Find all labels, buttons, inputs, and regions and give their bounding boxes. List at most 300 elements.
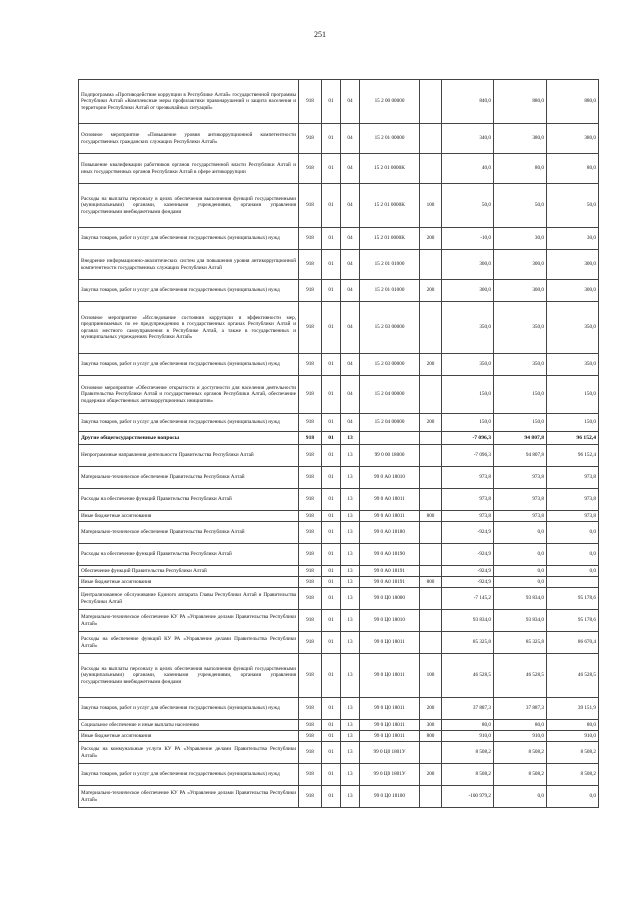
pr-cell: 04 (341, 280, 360, 302)
rz-cell: 01 (322, 511, 341, 522)
ved-cell: 918 (299, 544, 322, 566)
rz-cell: 01 (322, 577, 341, 588)
pr-cell: 13 (341, 544, 360, 566)
table-row (79, 698, 599, 720)
amount-2020-cell: 910,0 (494, 731, 547, 742)
ved-cell: 918 (299, 184, 322, 228)
rz-cell: 01 (322, 698, 341, 720)
amount-2019-cell: -10,0 (442, 228, 494, 250)
amount-2019-cell: -100 979,2 (442, 786, 494, 808)
vr-cell: 800 (420, 731, 442, 742)
vr-cell (420, 432, 442, 445)
rz-cell: 01 (322, 250, 341, 280)
table-row (79, 522, 599, 544)
amount-2020-cell: 0,0 (494, 786, 547, 808)
rz-cell: 01 (322, 432, 341, 445)
rz-cell: 01 (322, 80, 341, 124)
rz-cell: 01 (322, 124, 341, 154)
amount-2021-cell: 150,0 (547, 376, 599, 414)
amount-2019-cell: 973,8 (442, 467, 494, 489)
vr-cell (420, 467, 442, 489)
pr-cell: 13 (341, 632, 360, 654)
amount-2021-cell: 0,0 (547, 566, 599, 577)
budget-table (78, 79, 599, 808)
vr-cell: 300 (420, 720, 442, 731)
pr-cell: 13 (341, 588, 360, 610)
row-name-cell: Социальное обеспечение и иные выплаты населению (79, 720, 299, 731)
rz-cell: 01 (322, 467, 341, 489)
amount-2020-cell: 350,0 (494, 354, 547, 376)
row-name-cell: Расходы на обеспечение функций Правительства Республики Алтай (79, 544, 299, 566)
vr-cell: 100 (420, 184, 442, 228)
amount-2021-cell: 8 508,2 (547, 742, 599, 764)
table-row (79, 250, 599, 280)
amount-2020-cell: 0,0 (494, 566, 547, 577)
table-row (79, 280, 599, 302)
table-row (79, 577, 599, 588)
csr-cell: 15 2 03 00000 (360, 302, 420, 354)
amount-2020-cell: 80,0 (494, 154, 547, 184)
ved-cell: 918 (299, 280, 322, 302)
csr-cell: 15 2 01 0000K (360, 154, 420, 184)
pr-cell: 13 (341, 522, 360, 544)
amount-2019-cell: -7 145,2 (442, 588, 494, 610)
table-row (79, 786, 599, 808)
pr-cell: 13 (341, 610, 360, 632)
amount-2019-cell: 50,0 (442, 184, 494, 228)
csr-cell: 99 0 Ц0 18011 (360, 698, 420, 720)
amount-2019-cell: 300,0 (442, 250, 494, 280)
pr-cell: 13 (341, 764, 360, 786)
ved-cell: 918 (299, 654, 322, 698)
rz-cell: 01 (322, 588, 341, 610)
rz-cell: 01 (322, 742, 341, 764)
amount-2019-cell: 8 508,2 (442, 764, 494, 786)
amount-2020-cell: 50,0 (494, 184, 547, 228)
csr-cell: 99 0 А0 18011 (360, 489, 420, 511)
amount-2021-cell: 80,0 (547, 154, 599, 184)
csr-cell: 15 2 04 00000 (360, 414, 420, 432)
row-name-cell: Непрограммные направления деятельности Правительства Республики Алтай (79, 445, 299, 467)
amount-2020-cell: 93 834,0 (494, 610, 547, 632)
pr-cell: 04 (341, 414, 360, 432)
row-name-cell: Иные бюджетные ассигнования (79, 731, 299, 742)
amount-2021-cell: 8 508,2 (547, 764, 599, 786)
amount-2019-cell: 93 834,0 (442, 610, 494, 632)
pr-cell: 04 (341, 228, 360, 250)
csr-cell: 99 0 А0 18191 (360, 566, 420, 577)
amount-2021-cell: 880,0 (547, 80, 599, 124)
rz-cell: 01 (322, 632, 341, 654)
ved-cell: 918 (299, 228, 322, 250)
rz-cell: 01 (322, 228, 341, 250)
csr-cell: 15 2 01 0000K (360, 184, 420, 228)
pr-cell: 13 (341, 742, 360, 764)
vr-cell (420, 376, 442, 414)
amount-2019-cell: -7 096,3 (442, 445, 494, 467)
row-name-cell: Основное мероприятие «Повышение уровня антикоррупционной компетентности государственных гражданских служащих Республики Алтай» (79, 124, 299, 154)
amount-2019-cell: -7 096,3 (442, 432, 494, 445)
amount-2020-cell: 0,0 (494, 577, 547, 588)
rz-cell: 01 (322, 720, 341, 731)
csr-cell: 15 2 01 00000 (360, 124, 420, 154)
amount-2019-cell: 150,0 (442, 376, 494, 414)
row-name-cell: Основное мероприятие «Обеспечение открытости и доступности для населения деятельности Правительства Республики Алтай и государственных органов Республики Алтай, обеспечение поддержки общественных антикоррупционных инициатив» (79, 376, 299, 414)
pr-cell: 13 (341, 577, 360, 588)
ved-cell: 918 (299, 610, 322, 632)
amount-2021-cell: 30,0 (547, 228, 599, 250)
table-row (79, 228, 599, 250)
table-row (79, 154, 599, 184)
table-row (79, 302, 599, 354)
vr-cell (420, 742, 442, 764)
table-row (79, 720, 599, 731)
csr-cell: 99 0 Ц0 1801У (360, 764, 420, 786)
ved-cell: 918 (299, 250, 322, 280)
row-name-cell: Закупка товаров, работ и услуг для обеспечения государственных (муниципальных) нужд (79, 414, 299, 432)
csr-cell: 99 0 Ц0 18011 (360, 654, 420, 698)
vr-cell (420, 566, 442, 577)
ved-cell: 918 (299, 467, 322, 489)
table-row (79, 414, 599, 432)
amount-2021-cell: 96 152,4 (547, 432, 599, 445)
vr-cell: 200 (420, 764, 442, 786)
table-row (79, 742, 599, 764)
csr-cell: 99 0 А0 18010 (360, 467, 420, 489)
pr-cell: 04 (341, 80, 360, 124)
csr-cell: 99 0 Ц0 18011 (360, 632, 420, 654)
ved-cell: 918 (299, 154, 322, 184)
ved-cell: 918 (299, 489, 322, 511)
table-row (79, 376, 599, 414)
amount-2019-cell: 85 325,8 (442, 632, 494, 654)
ved-cell: 918 (299, 376, 322, 414)
rz-cell: 01 (322, 302, 341, 354)
pr-cell: 13 (341, 511, 360, 522)
pr-cell: 04 (341, 250, 360, 280)
amount-2019-cell: -924,9 (442, 566, 494, 577)
vr-cell: 200 (420, 228, 442, 250)
vr-cell (420, 786, 442, 808)
amount-2020-cell: 8 508,2 (494, 764, 547, 786)
page-number: 251 (314, 30, 326, 39)
vr-cell: 800 (420, 577, 442, 588)
row-name-cell: Материально-техническое обеспечение Правительства Республики Алтай (79, 522, 299, 544)
vr-cell (420, 544, 442, 566)
row-name-cell: Материально-техническое обеспечение КУ РА «Управление делами Правительства Республики Алтай» (79, 610, 299, 632)
vr-cell (420, 522, 442, 544)
pr-cell: 13 (341, 445, 360, 467)
amount-2019-cell: 80,0 (442, 720, 494, 731)
amount-2019-cell: 973,8 (442, 489, 494, 511)
ved-cell: 918 (299, 432, 322, 445)
rz-cell: 01 (322, 654, 341, 698)
pr-cell: 04 (341, 124, 360, 154)
csr-cell: 99 0 А0 18190 (360, 544, 420, 566)
table-row (79, 467, 599, 489)
amount-2020-cell: 380,0 (494, 124, 547, 154)
rz-cell: 01 (322, 280, 341, 302)
amount-2019-cell: 40,0 (442, 154, 494, 184)
amount-2019-cell: 37 887,3 (442, 698, 494, 720)
amount-2021-cell: 910,0 (547, 731, 599, 742)
pr-cell: 13 (341, 698, 360, 720)
csr-cell: 15 2 04 00000 (360, 376, 420, 414)
row-name-cell: Закупка товаров, работ и услуг для обеспечения государственных (муниципальных) нужд (79, 764, 299, 786)
vr-cell (420, 632, 442, 654)
rz-cell: 01 (322, 354, 341, 376)
csr-cell (360, 432, 420, 445)
amount-2020-cell: 85 325,8 (494, 632, 547, 654)
table-row (79, 764, 599, 786)
amount-2021-cell: 86 670,4 (547, 632, 599, 654)
vr-cell: 800 (420, 511, 442, 522)
rz-cell: 01 (322, 376, 341, 414)
amount-2021-cell: 350,0 (547, 354, 599, 376)
table-row (79, 354, 599, 376)
amount-2021-cell: 39 151,9 (547, 698, 599, 720)
pr-cell: 13 (341, 489, 360, 511)
amount-2021-cell: 350,0 (547, 302, 599, 354)
pr-cell: 13 (341, 731, 360, 742)
ved-cell: 918 (299, 511, 322, 522)
csr-cell: 99 0 А0 18191 (360, 577, 420, 588)
pr-cell: 13 (341, 720, 360, 731)
rz-cell: 01 (322, 731, 341, 742)
amount-2020-cell: 150,0 (494, 376, 547, 414)
amount-2019-cell: 300,0 (442, 280, 494, 302)
ved-cell: 918 (299, 731, 322, 742)
csr-cell: 99 0 А0 18011 (360, 511, 420, 522)
pr-cell: 13 (341, 786, 360, 808)
rz-cell: 01 (322, 786, 341, 808)
amount-2021-cell: 95 178,6 (547, 610, 599, 632)
csr-cell: 15 2 00 00000 (360, 80, 420, 124)
amount-2019-cell: 340,0 (442, 124, 494, 154)
amount-2020-cell: 8 508,2 (494, 742, 547, 764)
table-row (79, 489, 599, 511)
amount-2021-cell: 95 178,6 (547, 588, 599, 610)
amount-2019-cell: 46 528,5 (442, 654, 494, 698)
ved-cell: 918 (299, 80, 322, 124)
rz-cell: 01 (322, 522, 341, 544)
table-row (79, 511, 599, 522)
amount-2020-cell: 150,0 (494, 414, 547, 432)
vr-cell (420, 489, 442, 511)
row-name-cell: Расходы на обеспечение функций Правительства Республики Алтай (79, 489, 299, 511)
rz-cell: 01 (322, 414, 341, 432)
amount-2021-cell: 0,0 (547, 544, 599, 566)
row-name-cell: Закупка товаров, работ и услуг для обеспечения государственных (муниципальных) нужд (79, 354, 299, 376)
vr-cell (420, 124, 442, 154)
vr-cell (420, 302, 442, 354)
amount-2020-cell: 973,8 (494, 489, 547, 511)
pr-cell: 13 (341, 467, 360, 489)
row-name-cell: Иные бюджетные ассигнования (79, 577, 299, 588)
csr-cell: 99 0 А0 18180 (360, 522, 420, 544)
pr-cell: 04 (341, 184, 360, 228)
amount-2020-cell: 880,0 (494, 80, 547, 124)
vr-cell (420, 154, 442, 184)
rz-cell: 01 (322, 445, 341, 467)
rz-cell: 01 (322, 154, 341, 184)
amount-2020-cell: 94 807,8 (494, 445, 547, 467)
amount-2021-cell: 300,0 (547, 280, 599, 302)
ved-cell: 918 (299, 764, 322, 786)
csr-cell: 99 0 Ц0 18011 (360, 720, 420, 731)
pr-cell: 13 (341, 566, 360, 577)
vr-cell: 200 (420, 414, 442, 432)
row-name-cell: Закупка товаров, работ и услуг для обеспечения государственных (муниципальных) нужд (79, 280, 299, 302)
rz-cell: 01 (322, 184, 341, 228)
pr-cell: 04 (341, 154, 360, 184)
row-name-cell: Расходы на коммунальные услуги КУ РА «Управление делами Правительства Республики Алтай» (79, 742, 299, 764)
csr-cell: 99 0 Ц0 1801У (360, 742, 420, 764)
pr-cell: 13 (341, 654, 360, 698)
row-name-cell: Централизованное обслуживание Единого аппарата Главы Республики Алтай и Правительства Республики Алтай (79, 588, 299, 610)
ved-cell: 918 (299, 632, 322, 654)
csr-cell: 15 2 01 01000 (360, 280, 420, 302)
ved-cell: 918 (299, 786, 322, 808)
table-row (79, 632, 599, 654)
amount-2021-cell: 46 528,5 (547, 654, 599, 698)
row-name-cell: Расходы на обеспечение функций КУ РА «Управление делами Правительства Республики Алтай» (79, 632, 299, 654)
ved-cell: 918 (299, 698, 322, 720)
row-name-cell: Повышение квалификации работников органов государственной власти Республики Алтай и иных государственных органов Республики Алтай в сфере антикоррупции (79, 154, 299, 184)
amount-2019-cell: 8 508,2 (442, 742, 494, 764)
ved-cell: 918 (299, 522, 322, 544)
amount-2020-cell: 30,0 (494, 228, 547, 250)
amount-2021-cell: 973,8 (547, 511, 599, 522)
amount-2019-cell: 350,0 (442, 302, 494, 354)
csr-cell: 99 0 00 18000 (360, 445, 420, 467)
vr-cell: 200 (420, 354, 442, 376)
rz-cell: 01 (322, 544, 341, 566)
amount-2021-cell: 80,0 (547, 720, 599, 731)
pr-cell: 04 (341, 354, 360, 376)
csr-cell: 99 0 Ц0 18011 (360, 731, 420, 742)
pr-cell: 04 (341, 376, 360, 414)
amount-2021-cell: 973,8 (547, 489, 599, 511)
table-row (79, 445, 599, 467)
amount-2020-cell: 37 887,3 (494, 698, 547, 720)
amount-2020-cell: 80,0 (494, 720, 547, 731)
amount-2021-cell: 973,8 (547, 467, 599, 489)
row-name-cell: Закупка товаров, работ и услуг для обеспечения государственных (муниципальных) нужд (79, 228, 299, 250)
table-row (79, 654, 599, 698)
pr-cell: 13 (341, 432, 360, 445)
table-row (79, 588, 599, 610)
amount-2020-cell: 973,8 (494, 511, 547, 522)
table-row (79, 731, 599, 742)
ved-cell: 918 (299, 720, 322, 731)
row-name-cell: Подпрограмма «Противодействие коррупции в Республике Алтай» государственной программы Республики Алтай «Комплексные меры профилактики правонарушений и защита населения и территории Республики Алтай от чрезвычайных ситуаций» (79, 80, 299, 124)
amount-2020-cell: 0,0 (494, 522, 547, 544)
row-name-cell: Обеспечение функций Правительства Республики Алтай (79, 566, 299, 577)
amount-2019-cell: 840,0 (442, 80, 494, 124)
table-row (79, 544, 599, 566)
amount-2019-cell: -924,9 (442, 522, 494, 544)
table-row (79, 184, 599, 228)
amount-2021-cell: 300,0 (547, 250, 599, 280)
row-name-cell: Расходы на выплаты персоналу в целях обеспечения выполнения функций государственными (муниципальными) органами, казенными учреждениями, органами управления государственными внебюджетными фондами (79, 184, 299, 228)
vr-cell: 200 (420, 698, 442, 720)
amount-2020-cell: 973,8 (494, 467, 547, 489)
amount-2021-cell: 0,0 (547, 786, 599, 808)
row-name-cell: Основное мероприятие «Исследование состояния коррупции и эффективности мер, предпринимаемых по ее предупреждению в государственных органах Республики Алтай и органах местного самоуправления в Республике Алтай, а также в государственных и муниципальных учреждениях Республики Алтай» (79, 302, 299, 354)
amount-2020-cell: 300,0 (494, 280, 547, 302)
row-name-cell: Расходы на выплаты персоналу в целях обеспечения выполнения функций государственными (муниципальными) органами, казенными учреждениями, органами управления государственными внебюджетными фондами (79, 654, 299, 698)
amount-2019-cell: 150,0 (442, 414, 494, 432)
ved-cell: 918 (299, 588, 322, 610)
ved-cell: 918 (299, 742, 322, 764)
amount-2020-cell: 0,0 (494, 544, 547, 566)
amount-2021-cell: 96 152,4 (547, 445, 599, 467)
rz-cell: 01 (322, 610, 341, 632)
table-body (79, 80, 599, 808)
vr-cell: 200 (420, 280, 442, 302)
row-name-cell: Материально-техническое обеспечение Правительства Республики Алтай (79, 467, 299, 489)
amount-2019-cell: 973,8 (442, 511, 494, 522)
amount-2021-cell: 0,0 (547, 522, 599, 544)
amount-2021-cell (547, 577, 599, 588)
amount-2019-cell: -924,9 (442, 544, 494, 566)
csr-cell: 15 2 03 00000 (360, 354, 420, 376)
rz-cell: 01 (322, 764, 341, 786)
csr-cell: 15 2 01 01000 (360, 250, 420, 280)
amount-2020-cell: 300,0 (494, 250, 547, 280)
vr-cell: 100 (420, 654, 442, 698)
amount-2019-cell: 350,0 (442, 354, 494, 376)
table-row (79, 566, 599, 577)
table-row (79, 610, 599, 632)
ved-cell: 918 (299, 566, 322, 577)
amount-2021-cell: 150,0 (547, 414, 599, 432)
vr-cell (420, 610, 442, 632)
amount-2020-cell: 46 528,5 (494, 654, 547, 698)
vr-cell (420, 250, 442, 280)
vr-cell (420, 588, 442, 610)
amount-2021-cell: 50,0 (547, 184, 599, 228)
table-row (79, 124, 599, 154)
ved-cell: 918 (299, 354, 322, 376)
amount-2019-cell: 910,0 (442, 731, 494, 742)
ved-cell: 918 (299, 124, 322, 154)
rz-cell: 01 (322, 489, 341, 511)
pr-cell: 04 (341, 302, 360, 354)
ved-cell: 918 (299, 414, 322, 432)
row-name-cell: Материально-техническое обеспечение КУ РА «Управление делами Правительства Республики Алтай» (79, 786, 299, 808)
amount-2020-cell: 94 807,8 (494, 432, 547, 445)
ved-cell: 918 (299, 577, 322, 588)
row-name-cell: Внедрение информационно-аналитических систем для повышения уровня антикоррупционной компетентности государственных служащих Республики Алтай (79, 250, 299, 280)
table-row (79, 80, 599, 124)
amount-2020-cell: 93 834,0 (494, 588, 547, 610)
amount-2021-cell: 380,0 (547, 124, 599, 154)
amount-2020-cell: 350,0 (494, 302, 547, 354)
amount-2019-cell: -924,9 (442, 577, 494, 588)
csr-cell: 99 0 Ц0 18000 (360, 588, 420, 610)
csr-cell: 99 0 Ц0 18010 (360, 610, 420, 632)
csr-cell: 99 0 Ц0 18100 (360, 786, 420, 808)
row-name-cell: Другие общегосударственные вопросы (79, 432, 299, 445)
ved-cell: 918 (299, 302, 322, 354)
table-row (79, 432, 599, 445)
vr-cell (420, 80, 442, 124)
csr-cell: 15 2 01 0000K (360, 228, 420, 250)
row-name-cell: Иные бюджетные ассигнования (79, 511, 299, 522)
row-name-cell: Закупка товаров, работ и услуг для обеспечения государственных (муниципальных) нужд (79, 698, 299, 720)
